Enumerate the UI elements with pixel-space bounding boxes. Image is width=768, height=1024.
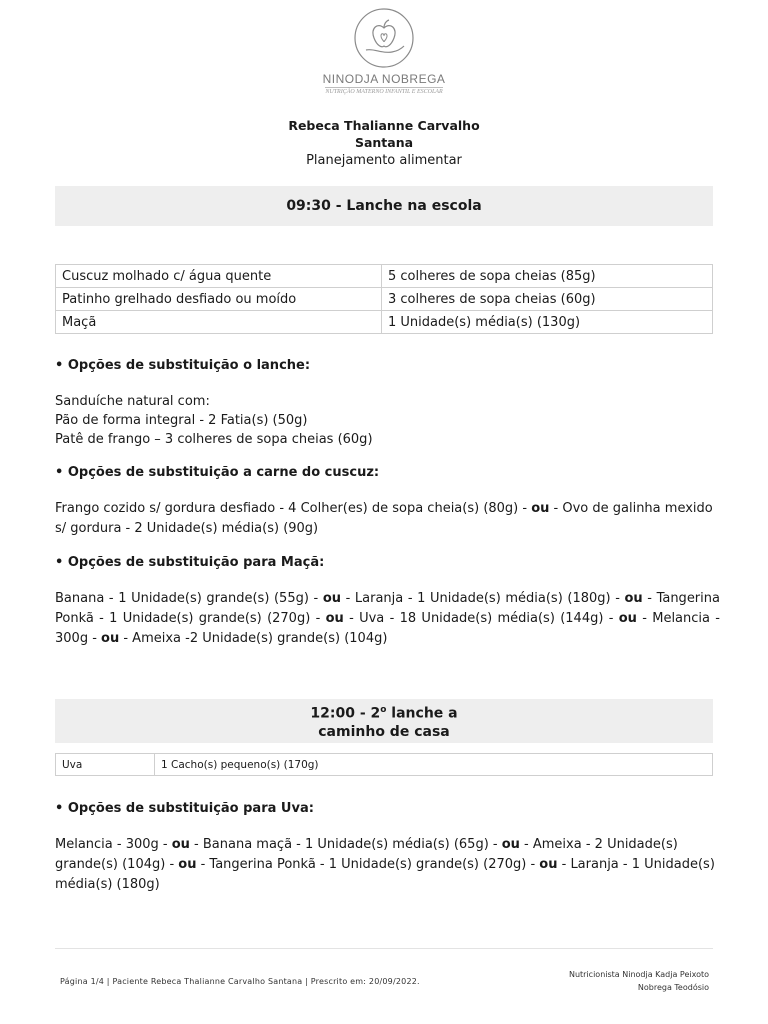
meal1-title: 09:30 - Lanche na escola [286, 198, 482, 214]
food-cell: Cuscuz molhado c/ água quente [56, 265, 382, 288]
footer-divider [55, 948, 713, 949]
or-keyword: ou [325, 611, 344, 626]
text-span: - Laranja - 1 Unidade(s) média(s) (180g) - [341, 591, 625, 606]
patient-name-line2: Santana [354, 135, 414, 150]
text-span: - Ovo de galinha mexido s/ gordura - 2 Unidade(s) média(s) (90g) [55, 501, 713, 536]
text-span: Frango cozido s/ gordura desfiado - 4 Colher(es) de sopa cheia(s) (80g) - [55, 501, 532, 516]
or-keyword: ou [322, 591, 342, 606]
lanche-line: Patê de frango – 3 colheres de sopa cheias (60g) [55, 432, 373, 447]
food-cell: Uva [56, 754, 155, 776]
maca-substitution-text [55, 589, 720, 649]
portion-cell: 5 colheres de sopa cheias (85g) [382, 265, 713, 288]
maca-substitution-heading: • Opções de substituição para Maçã: [55, 555, 325, 570]
lanche-substitution-heading: • Opções de substituição o lanche: [55, 358, 311, 373]
uva-substitution-heading: • Opções de substituição para Uva: [55, 801, 314, 816]
text-span: - Laranja - 1 Unidade(s) média(s) (180g) [55, 857, 715, 892]
lanche-line: Sanduíche natural com: [55, 394, 210, 409]
patient-name-line1: Rebeca Thalianne Carvalho [288, 118, 480, 133]
carne-substitution-heading: • Opções de substituição a carne do cuscuz: [55, 465, 380, 480]
table-row [56, 265, 713, 288]
table-row [56, 754, 713, 776]
or-keyword: ou [101, 631, 120, 646]
meal2-title-rest: lanche a [386, 705, 458, 722]
nutritionist-name-line1: Nutricionista Ninodja Kadja Peixoto [568, 970, 709, 979]
text-span: - Tangerina Ponkã - 1 Unidade(s) grande(s) (270g) - [55, 591, 720, 626]
portion-cell: 3 colheres de sopa cheias (60g) [382, 288, 713, 311]
footer-page-info: Página 1/4 | Paciente Rebeca Thalianne Carvalho Santana | Prescrito em: 20/09/2022. [60, 977, 420, 986]
or-keyword: ou [178, 857, 197, 872]
meal2-title-line2: caminho de casa [318, 723, 450, 740]
text-span: - Ameixa - 2 Unidade(s) grande(s) (104g) - [55, 837, 678, 872]
logo-tagline: NUTRIÇÃO MATERNO INFANTIL E ESCOLAR [325, 89, 443, 95]
apple-hand-logo-icon [352, 6, 416, 70]
carne-substitution-text [55, 499, 720, 539]
text-span: - Banana maçã - 1 Unidade(s) média(s) (65g) - [189, 837, 502, 852]
lanche-substitution-text [55, 392, 720, 449]
meal1-header [55, 186, 713, 226]
or-keyword: ou [539, 857, 558, 872]
patient-block [0, 117, 768, 171]
or-keyword: ou [501, 837, 520, 852]
meal2-table [55, 753, 713, 776]
table-row [56, 311, 713, 334]
text-span: Melancia - 300g - [55, 837, 172, 852]
text-span: - Ameixa -2 Unidade(s) grande(s) (104g) [119, 631, 388, 646]
text-span: - Tangerina Ponkã - 1 Unidade(s) grande(s) (270g) - [196, 857, 540, 872]
meal2-title-line1 [55, 701, 713, 723]
lanche-line: Pão de forma integral - 2 Fatia(s) (50g) [55, 413, 308, 428]
plan-title: Planejamento alimentar [306, 153, 462, 168]
food-cell: Maçã [56, 311, 382, 334]
portion-cell: 1 Unidade(s) média(s) (130g) [382, 311, 713, 334]
nutritionist-logo [300, 6, 468, 112]
ordinal-sup: o [380, 705, 387, 716]
footer-nutritionist [569, 968, 709, 994]
or-keyword: ou [531, 501, 550, 516]
meal2-header [55, 699, 713, 743]
meal2-time: 12:00 - 2 [310, 705, 381, 722]
text-span: Banana - 1 Unidade(s) grande(s) (55g) - [55, 591, 323, 606]
portion-cell: 1 Cacho(s) pequeno(s) (170g) [155, 754, 713, 776]
text-span: - Melancia - 300g - [55, 611, 720, 646]
or-keyword: ou [171, 837, 190, 852]
logo-name: NINODJA NOBREGA [322, 72, 446, 86]
nutritionist-name-line2: Nobrega Teodósio [637, 983, 709, 992]
food-cell: Patinho grelhado desfiado ou moído [56, 288, 382, 311]
or-keyword: ou [624, 591, 643, 606]
uva-substitution-text [55, 835, 720, 895]
text-span: - Uva - 18 Unidade(s) média(s) (144g) - [343, 611, 619, 626]
table-row [56, 288, 713, 311]
or-keyword: ou [618, 611, 637, 626]
meal1-table [55, 264, 713, 334]
